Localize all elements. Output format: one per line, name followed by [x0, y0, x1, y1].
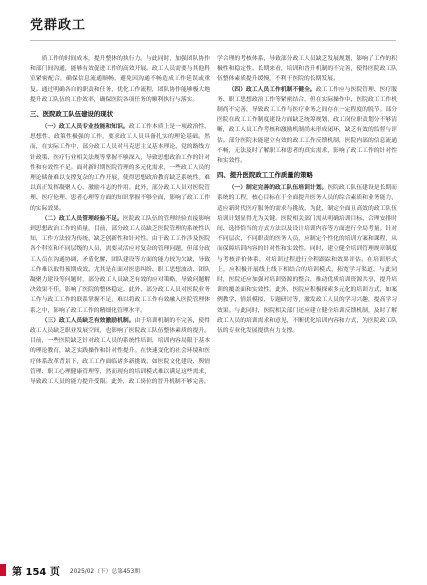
section-heading: 三、医院政工队伍建设的现状 — [30, 110, 114, 119]
page-number: 第 154 页 — [12, 567, 60, 578]
page-footer — [0, 555, 427, 585]
paragraph-body: 医院政工队伍的管理经验直接影响到思想政治工作的质量。目前，部分政工人员缺乏医院管理的系统性认知，工作方法较为传统，缺乏创新性和针对性。由于政工工作涉及医院各个科室和不同层级的人员，需要灵活应对复杂的管理问题，但部分政工人员在沟通协调、矛盾化解、团队建设等方面的能力较为欠缺，导致工作难以取得预期成效。尤其是在面对医患纠纷、职工思想波动、团队凝聚力建设等问题时，部分政工人员缺乏有效的应对策略，导致问题解决效果不佳，影响了医院的整体稳定。此外，部分政工人员对医院业务工作与政工工作的联系掌握不足，难以将政工工作有效融入医院管理体系之中，影响了政工工作的精细化管理水平。 — [30, 215, 210, 314]
paragraph-lead: （一）政工人员专业技能和知识。 — [41, 124, 129, 131]
paragraph — [30, 214, 210, 316]
paragraph-body: 医院政工队伍建设是长期而系统的工程，核心目标在于全面提升医务人员的综合素质和业务能力，适应新时代医疗服务的需求与挑战。为此，制定全面且高效的政工队伍培训计划显得尤为关键。医院相关部门需从明确培训目标、合理安排时间、选择恰当的方式方法以及设计培训内容等方面进行全局考量。针对不同层次、不同职责的医务人员，应制定个性化的培训方案和课程，从而保障培训内容的针对性和实效性。同时，建立健全培训管理规章制度与考核评价体系，对培训过程进行全程跟踪和效果评估。在培训形式上，应积极开展线上线下相结合的培训模式，拓宽学习渠道。与此同时，医院还应加强对培训资源的整合，推动优质培训资源共享，提升培训的覆盖面和实效性。此外，医院应积极探索多元化的培训方式，如案例教学、情景模拟、专题研讨等，激发政工人员的学习兴趣，提高学习效果。与此同时，医院相关部门还应建立健全培训反馈机制，及时了解政工人员的培训需求和意见，不断优化培训内容和方式，为医院政工队伍的专业化发展提供有力支撑。 — [217, 185, 397, 335]
paragraph-body: 由于培训机制的不完善，使得政工人员缺乏职业发展空间，也影响了医院政工队伍整体素质的提升。目前，一些医院缺乏针对政工人员的系统性培训，培训内容局限于基本的理论教育，缺乏实践操作和针对性提升。在快速变化的社会环境和医疗体系改革背景下，政工工作面临诸多新挑战，如医院文化建设、舆情管理、职工心理健康管理等，然而现有的培训模式难以满足这些需求，导致政工人员的能力提升受限。此外，政工岗位的晋升机制不够完善。 — [30, 317, 210, 386]
paragraph-lead: （二）政工人员管理经验不足。 — [41, 215, 123, 222]
paragraph: 质工作的时间成本，提升整体的执行力。与此同时，加强团队协作和部门间沟通，能够有效促进工作的高效开展。政工人员需要与其他科室紧密配合，确保信息流通顺畅，避免因沟通不畅造成工作延误或重复。通过明确各自的职责和任务，优化工作流程，团队协作能够极大地提升政工队伍的工作效率，确保医院各项任务的顺利执行与落实。 — [30, 56, 210, 103]
section-heading: 四、提升医院政工工作质量的策略 — [217, 171, 313, 180]
paragraph-lead: （四）政工人员工作机制不健全。 — [228, 86, 316, 93]
footer-accent-bar — [0, 564, 6, 576]
paragraph: 学合理的考核体系，导致部分政工人员缺乏发展规划，影响了工作的积极性和稳定性。长期来看，培训和晋升机制的不完善，使得医院政工队伍整体素质提升缓慢，不利于医院的长期发展。 — [217, 56, 397, 83]
paragraph-body: 政工工作应与医院管理、医疗服务、职工思想政治工作等紧密结合，但在实际操作中，医院政工工作机制尚不完善，导致政工工作与医疗业务之间存在一定程度的脱节。部分医院在政工工作制度建设方面缺乏统筹规划，政工岗位职责划分不够清晰，政工人员工作考核和激励机制尚未形成闭环，缺乏有效的监督与评估。部分医院未能建立有效的政工工作反馈机制，医院内部的信息流通不畅，无法及时了解职工和患者的真实需求，影响了政工工作的针对性和实效性。 — [217, 86, 397, 165]
left-column — [30, 54, 210, 387]
paragraph — [217, 183, 397, 336]
right-column — [217, 54, 397, 336]
paragraph-lead: （一）制定完善的政工队伍培训计划。 — [228, 185, 328, 192]
section-title: 党群政工 — [30, 18, 87, 33]
paragraph-body: 政工工作本质上是一项政治性、思想性、政策性极强的工作，要求政工人员具备扎实的理论基础。然而，在实际工作中，部分政工人员对马克思主义基本理论、党的路线方针政策、医疗行业相关法规等掌握不够深入，导致思想政治工作的针对性和有效性不足。面对新时期医院管理的多元化需求，一些政工人员的理论储备难以支撑复杂的工作开展，使得思想政治教育缺乏系统性。难以真正发挥凝聚人心、激励斗志的作用。此外，部分政工人员对医院管理、医疗伦理、患者心理等方面的知识掌握不够全面，影响了政工工作的实际效果。 — [30, 124, 210, 212]
paragraph — [30, 316, 210, 387]
paragraph-lead: （三）政工人员缺乏有效激励机制。 — [41, 317, 135, 324]
paragraph — [30, 122, 210, 214]
issue-info: 2025/02（下）总第453期 — [70, 569, 140, 575]
paragraph — [217, 85, 397, 167]
page-header — [0, 0, 427, 48]
header-divider — [30, 40, 396, 41]
